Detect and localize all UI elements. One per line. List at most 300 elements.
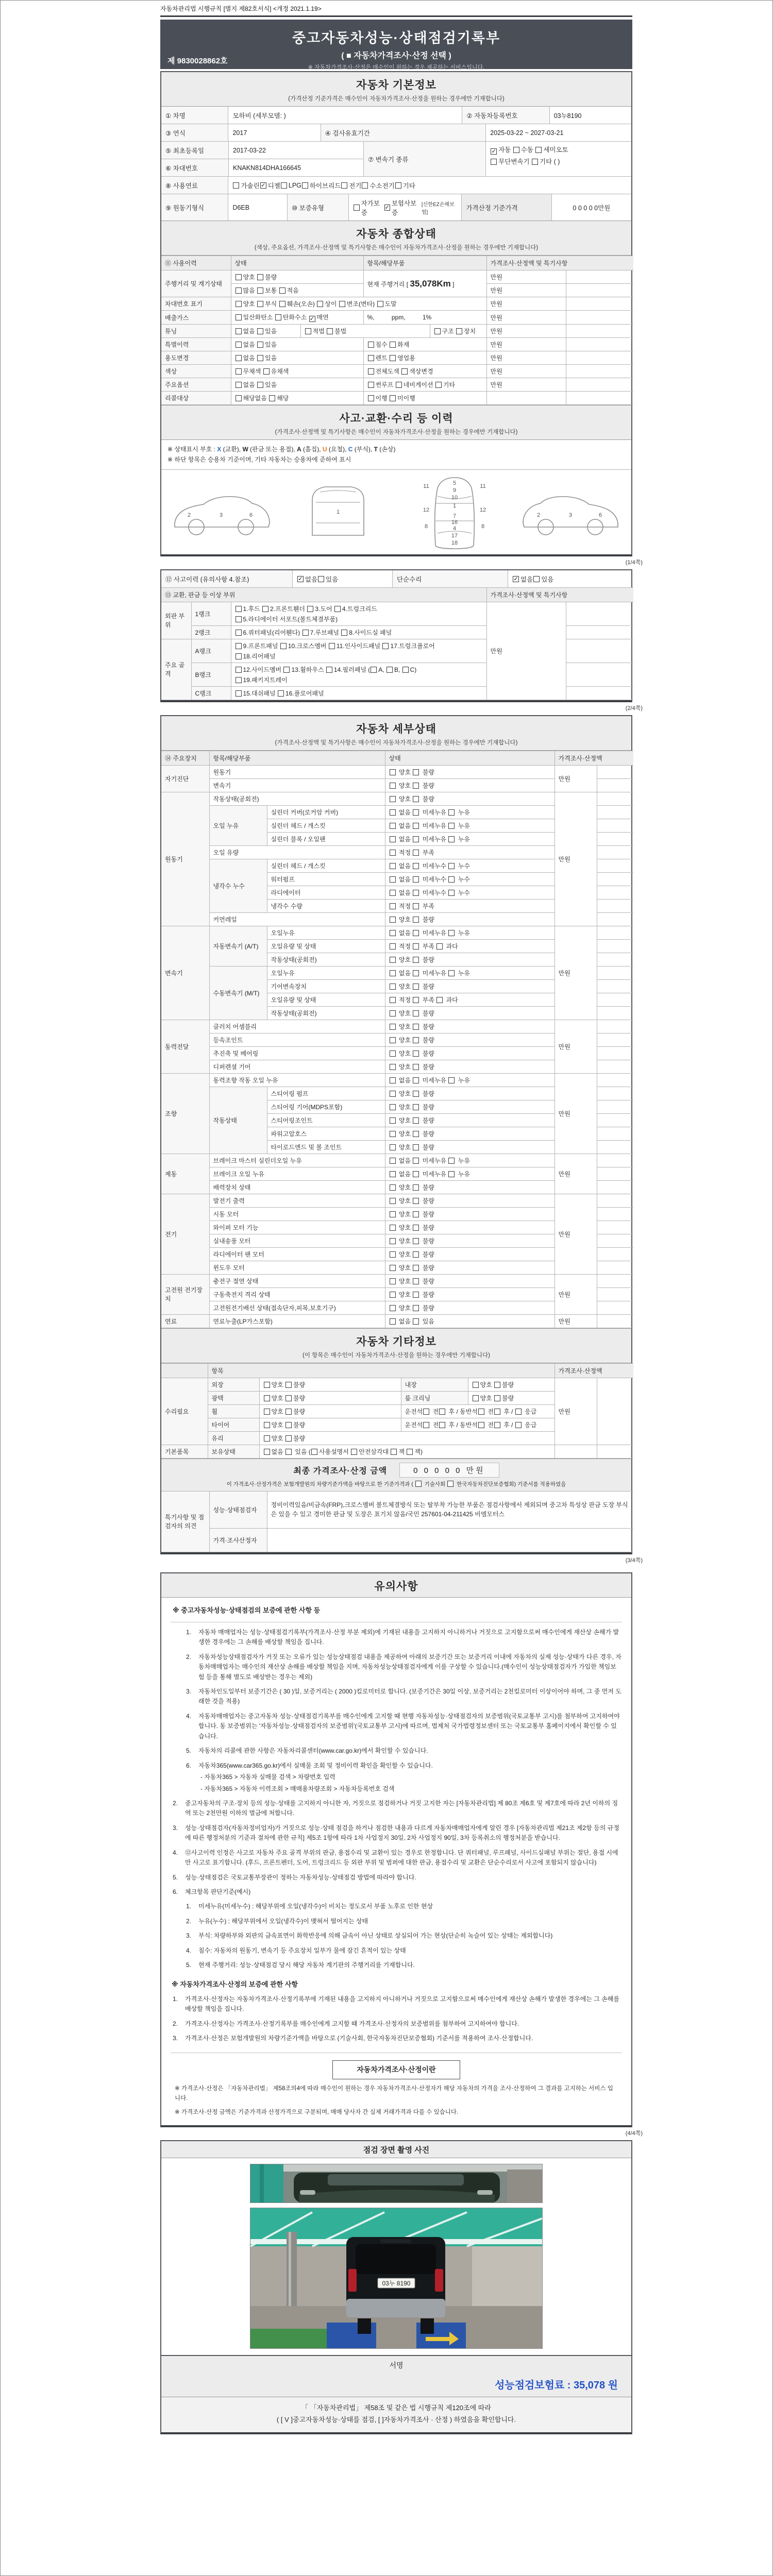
checkbox[interactable] [413,769,419,775]
checkbox[interactable] [413,917,419,923]
item-label: 충전구 절연 상태 [209,1274,385,1287]
state-cell: 양호 불량 [385,1113,554,1127]
checkbox[interactable] [236,630,242,636]
checkbox[interactable] [257,287,263,294]
final-price-label: 최종 가격조사·산정 금액 [293,1466,388,1476]
checkbox[interactable] [413,943,419,950]
notice-item-text: 침수: 자동차의 원동기, 변속기 등 주요장치 일부가 물에 잠긴 흔적이 있는 상태 [198,1946,406,1954]
remark-cell [597,1314,633,1328]
sub-group-label: 수동변속기 (M/T) [209,966,267,1020]
checkbox[interactable] [448,836,455,842]
detail-col-header: ⑭ 주요장치 [161,751,209,765]
checkbox[interactable] [377,301,383,307]
state-cell: 없음 있음 [385,1314,554,1328]
checkbox[interactable] [413,903,419,909]
checkbox[interactable] [390,1010,396,1016]
other-blank-header [161,1363,208,1378]
checkbox[interactable] [448,823,455,829]
remark-cell [597,859,633,872]
confirmation-line-2: ( [ V ]중고자동차성능·상태를 점검, [ ]자동차가격조사 · 산정 ) 하였음을 확인합니다. [276,2416,516,2424]
field-base-price-value: 0 0 0 0 0만원 [551,194,631,221]
checkbox[interactable] [390,890,396,896]
checkbox[interactable] [390,1238,396,1244]
checkbox[interactable] [390,769,396,775]
checkbox[interactable] [448,1158,455,1164]
checkbox[interactable] [285,1435,292,1442]
checkbox[interactable] [326,667,332,673]
checkbox[interactable] [413,1238,419,1244]
checkbox[interactable] [390,876,396,883]
checkbox[interactable] [279,287,285,294]
other-price-header: 가격조사·산정액 [554,1363,633,1378]
checkbox[interactable] [283,667,290,673]
checkbox[interactable] [395,182,401,189]
remark-cell [566,625,633,639]
photo-license-plate: 03누 8190 [382,2280,411,2287]
checkbox[interactable] [262,606,268,612]
checkbox[interactable] [436,943,443,950]
checkbox[interactable] [390,850,396,856]
notice-heading: ※ 자동차가격조사·산정의 보증에 관한 사항 [172,1980,298,1988]
checkbox[interactable] [297,576,304,582]
checkbox[interactable] [311,1449,317,1455]
diagram-part-number: 1 [452,502,457,509]
checkbox[interactable] [341,182,347,189]
checkbox[interactable] [351,1449,357,1455]
checkbox[interactable] [448,970,455,976]
checkbox[interactable] [368,355,374,361]
checkbox[interactable] [533,576,540,582]
checkbox[interactable] [285,1382,292,1388]
checkbox[interactable] [390,1024,396,1030]
field-first-reg-value: 2017-03-22 [228,142,363,159]
checkbox[interactable] [413,1091,419,1097]
checkbox[interactable] [413,997,419,1003]
checkbox[interactable] [448,863,455,869]
checkbox[interactable] [257,382,263,388]
checkbox[interactable] [413,863,419,869]
photo-rear-scene [250,2208,542,2348]
checkbox[interactable] [413,1251,419,1258]
checkbox[interactable] [413,1010,419,1016]
checkbox[interactable] [257,274,263,280]
checkbox[interactable] [236,287,242,294]
checkbox[interactable] [478,1422,484,1428]
checkbox[interactable] [390,997,396,1003]
checkbox[interactable] [334,606,341,612]
checkbox[interactable] [236,653,242,659]
checkbox[interactable] [263,368,270,375]
item-label: 오일유량 및 상태 [267,993,385,1006]
checkbox[interactable] [368,382,374,388]
checkbox[interactable] [390,1144,396,1150]
checkbox[interactable] [413,1225,419,1231]
checkbox[interactable] [515,1409,522,1415]
checkbox[interactable] [391,1449,397,1455]
price-cell: 만원 [554,1194,597,1274]
checkbox[interactable] [341,630,347,636]
checkbox[interactable] [494,1382,500,1388]
checkbox[interactable] [264,1435,270,1442]
remark-cell [597,1140,633,1154]
checkbox[interactable] [435,382,442,388]
checkbox[interactable] [264,1395,270,1401]
checkbox[interactable] [368,368,374,375]
state-cell: 양호 불량 [231,270,363,284]
checkbox[interactable] [278,690,284,697]
checkbox[interactable] [494,1422,500,1428]
checkbox[interactable] [285,1409,292,1415]
sub-group-label: 자동변속기 (A/T) [209,926,267,966]
diagram-part-number: 4 [452,525,457,532]
notice-sub-line: - 자동차365 > 자동차 이력조회 > 매매용차량조회 > 자동차등록번호 검색 [200,1785,395,1792]
checkbox[interactable] [413,1318,419,1325]
basic-items-label: 기본품목 [161,1445,208,1458]
checkbox[interactable] [236,606,242,612]
checkbox[interactable] [413,1171,419,1177]
checkbox[interactable] [413,1265,419,1271]
checkbox[interactable] [413,876,419,883]
checkbox[interactable] [513,576,519,582]
checkbox[interactable] [448,876,455,883]
item-cell: 침수 화재 [363,338,486,351]
checkbox[interactable] [413,1037,419,1043]
checkbox[interactable] [327,328,333,334]
checkbox[interactable] [448,809,455,816]
checkbox[interactable] [413,1211,419,1217]
state-cell: 양호 불량 [385,1274,554,1287]
checkbox[interactable] [390,957,396,963]
checkbox[interactable] [413,1024,419,1030]
checkbox[interactable] [532,159,538,165]
item-label: 추진축 및 베어링 [209,1046,385,1060]
remark-cell [597,1087,633,1100]
checkbox[interactable] [303,630,309,636]
checkbox[interactable] [413,957,419,963]
state-cell: 없음 미세누유 누유 [385,1167,554,1180]
sub-group-label: 작동상태 [209,1087,267,1154]
checkbox[interactable] [413,809,419,816]
checkbox[interactable] [390,1305,396,1311]
checkbox[interactable] [236,667,242,673]
checkbox[interactable] [413,1064,419,1070]
checkbox[interactable] [257,328,263,334]
item-label: 스티어링조인트 [267,1113,385,1127]
checkbox[interactable] [281,182,287,189]
checkbox[interactable] [390,796,396,802]
checkbox[interactable] [473,1382,479,1388]
notice-item-text: 가격조사·산정자는 자동차가격조사·산정기록부에 기재된 내용을 고지하지 아니하거나 거짓으로 고지함으로써 매수인에게 재산상 손해가 발생한 경우에는 그 손해를 배상할 책임을 집니다. [185,1995,619,2013]
checkbox[interactable] [236,616,242,622]
checkbox[interactable] [413,836,419,842]
checkbox[interactable] [434,328,441,334]
item-label: 와이퍼 모터 기능 [209,1221,385,1234]
checkbox[interactable] [390,1278,396,1284]
checkbox[interactable] [413,1305,419,1311]
checkbox[interactable] [384,205,390,211]
checkbox[interactable] [382,643,389,649]
detail-table [161,751,631,1328]
checkbox[interactable] [390,1184,396,1191]
field-vin-value: KNAKN814DHA166645 [228,159,363,176]
checkbox[interactable] [260,182,266,189]
state-cell: 구조 장치 [430,325,486,338]
checkbox[interactable] [390,1171,396,1177]
car-view-front [284,473,392,551]
checkbox[interactable] [413,1278,419,1284]
checkbox[interactable] [413,1117,419,1124]
price-cell: 만원 [486,325,566,338]
item-label: 실린더 헤드 / 개스킷 [267,859,385,872]
checkbox[interactable] [390,863,396,869]
accident-history-row [161,570,631,587]
checkbox[interactable] [413,1077,419,1083]
checkbox[interactable] [423,1422,429,1428]
checkbox[interactable] [401,368,408,375]
checkbox[interactable] [390,1077,396,1083]
checkbox[interactable] [236,690,242,697]
checkbox[interactable] [318,576,324,582]
checkbox[interactable] [413,930,419,936]
checkbox[interactable] [535,147,542,153]
checkbox[interactable] [448,1171,455,1177]
remark-cell [597,1100,633,1113]
remark-cell [597,1207,633,1221]
remark-cell [597,1180,633,1194]
notice-item-text: 체크항목 판단기준(예시) [185,1888,251,1896]
checkbox[interactable] [390,342,396,348]
notice-item-text: 미세누유(미세누수) : 해당부위에 오일(냉각수)이 비치는 정도로서 부품 노후로 인한 현상 [198,1903,433,1910]
checkbox[interactable] [491,148,497,155]
checkbox[interactable] [447,1481,453,1487]
checkbox[interactable] [305,328,311,334]
checkbox[interactable] [415,1481,422,1487]
checkbox[interactable] [329,643,335,649]
notice-item [173,1873,622,1883]
checkbox[interactable] [264,1409,270,1415]
state-cell: 양호 불량 [385,778,554,792]
field-reg-no-label: ② 자동차등록번호 [462,107,549,124]
checkbox[interactable] [390,1292,396,1298]
checkbox[interactable] [413,890,419,896]
checkbox[interactable] [390,355,396,361]
damage-code: A [297,446,301,453]
damage-code: W [242,446,248,453]
checkbox[interactable] [413,783,419,789]
pagebox-5 [160,2140,632,2434]
remark-cell [597,1167,633,1180]
field-valid-label: ④ 검사유효기간 [321,124,486,141]
item-label: 배력장치 상태 [209,1180,385,1194]
checkbox[interactable] [279,301,285,307]
damage-code-legend: ※ 상태표시 부호 : X (교환), W (판금 또는 용접), A (흠집), U (요철), C (부식), T (손상) [167,446,396,453]
price-cell [486,392,566,405]
checkbox[interactable] [302,182,308,189]
checkbox[interactable] [407,1449,413,1455]
checkbox[interactable] [448,930,455,936]
page-mark-1: (1/4쪽) [625,559,643,566]
checkbox[interactable] [513,147,519,153]
state-cell: 양호 불량 [385,1221,554,1234]
checkbox[interactable] [236,328,242,334]
damage-code: U [322,446,327,453]
checkbox[interactable] [390,395,396,401]
checkbox[interactable] [368,395,374,401]
checkbox[interactable] [236,382,242,388]
checkbox[interactable] [269,395,275,401]
damage-code: T [374,446,378,453]
checkbox[interactable] [390,917,396,923]
remark-cell [597,1046,633,1060]
checkbox[interactable] [390,1091,396,1097]
checkbox[interactable] [402,667,409,673]
other-item-label: 휠 [208,1404,259,1418]
other-grid [161,1363,633,1459]
notice-item-number: 1. [173,1995,178,2003]
checkbox[interactable] [390,1265,396,1271]
checkbox[interactable] [390,1064,396,1070]
top-rule [160,15,632,17]
checkbox[interactable] [390,809,396,816]
checkbox[interactable] [236,368,242,375]
checkbox[interactable] [413,1131,419,1137]
checkbox[interactable] [413,823,419,829]
checkbox[interactable] [436,997,443,1003]
checkbox[interactable] [390,1104,396,1110]
checkbox[interactable] [236,342,242,348]
checkbox[interactable] [390,1318,396,1325]
remark-cell [566,311,633,325]
final-price-band [161,1459,631,1491]
checkbox[interactable] [264,1422,270,1428]
remark-cell [597,1247,633,1261]
checkbox[interactable] [413,1292,419,1298]
checkbox[interactable] [390,903,396,909]
checkbox[interactable] [386,667,393,673]
checkbox[interactable] [456,328,462,334]
checkbox[interactable] [494,1409,500,1415]
remark-cell [597,1073,633,1087]
checkbox[interactable] [413,970,419,976]
checkbox[interactable] [285,1449,292,1455]
checkbox[interactable] [339,301,345,307]
checkbox[interactable] [354,205,359,211]
remark-cell [597,872,633,886]
checkbox[interactable] [309,316,315,322]
damage-code: X [217,446,222,453]
checkbox[interactable] [236,643,242,649]
state-cell: 무채색 유채색 [231,365,363,378]
checkbox[interactable] [390,1225,396,1231]
checkbox[interactable] [413,1198,419,1204]
notice-item [186,1931,622,1941]
checkbox[interactable] [413,796,419,802]
checkbox[interactable] [233,182,239,189]
checkbox[interactable] [368,342,374,348]
checkbox[interactable] [236,314,242,320]
checkbox[interactable] [390,1050,396,1057]
checkbox[interactable] [515,1422,522,1428]
checkbox[interactable] [362,182,368,189]
checkbox[interactable] [236,395,242,401]
checkbox[interactable] [236,274,242,280]
notice-item-text: 누유(누수) : 해당부위에서 오일(냉각수)이 맺혀서 떨어지는 상태 [198,1917,368,1925]
checkbox[interactable] [413,1144,419,1150]
checkbox[interactable] [413,1050,419,1057]
item-label: 브레이크 마스터 실린더오일 누유 [209,1154,385,1167]
checkbox[interactable] [390,1251,396,1258]
remark-cell [597,832,633,845]
checkbox[interactable] [413,850,419,856]
checkbox[interactable] [390,1158,396,1164]
checkbox[interactable] [390,823,396,829]
checkbox[interactable] [390,1117,396,1124]
checkbox[interactable] [275,314,281,320]
checkbox[interactable] [423,1409,429,1415]
checkbox[interactable] [413,1104,419,1110]
checkbox[interactable] [439,1409,445,1415]
checkbox[interactable] [236,677,242,683]
checkbox[interactable] [390,970,396,976]
detail-header [161,716,631,751]
checkbox[interactable] [390,984,396,990]
checkbox[interactable] [236,301,242,307]
checkbox[interactable] [317,301,323,307]
checkbox[interactable] [390,1211,396,1217]
checkbox[interactable] [307,606,313,612]
panel-header: ⑬ 교환, 판금 등 이상 부위 [161,587,486,602]
checkbox[interactable] [285,1395,292,1401]
row-label: 차대번호 표기 [161,297,231,311]
checkbox[interactable] [478,1409,484,1415]
checkbox[interactable] [390,1198,396,1204]
photo-title: 점검 장면 촬영 사진 [363,2146,430,2155]
comprehensive-grid [161,256,633,405]
checkbox[interactable] [448,1077,455,1083]
checkbox[interactable] [413,1184,419,1191]
checkbox[interactable] [264,1382,270,1388]
checkbox[interactable] [396,382,402,388]
checkbox[interactable] [390,1131,396,1137]
checkbox[interactable] [491,159,497,165]
checkbox[interactable] [280,643,287,649]
checkbox[interactable] [285,1422,292,1428]
field-engine-label: ⑨ 원동기형식 [161,194,228,221]
checkbox[interactable] [236,355,242,361]
checkbox[interactable] [413,984,419,990]
checkbox[interactable] [257,355,263,361]
other-item-label: 룸 크리닝 [401,1391,468,1404]
checkbox[interactable] [473,1395,479,1401]
checkbox[interactable] [439,1422,445,1428]
page-mark-4: (4/4쪽) [625,2130,643,2137]
notice-item-number: 2. [186,1653,192,1660]
checkbox[interactable] [390,943,396,950]
checkbox[interactable] [390,1037,396,1043]
checkbox[interactable] [257,342,263,348]
checkbox[interactable] [371,667,377,673]
checkbox[interactable] [494,1395,500,1401]
checkbox[interactable] [390,930,396,936]
checkbox[interactable] [390,836,396,842]
checkbox[interactable] [448,890,455,896]
checkbox[interactable] [264,1449,270,1455]
checkbox[interactable] [257,301,263,307]
comprehensive-table [161,256,631,405]
checkbox[interactable] [413,1158,419,1164]
checkbox[interactable] [390,783,396,789]
other-subtitle: (이 항목은 매수인이 자동차가격조사·산정을 원하는 경우에만 기재합니다) [303,1352,490,1359]
